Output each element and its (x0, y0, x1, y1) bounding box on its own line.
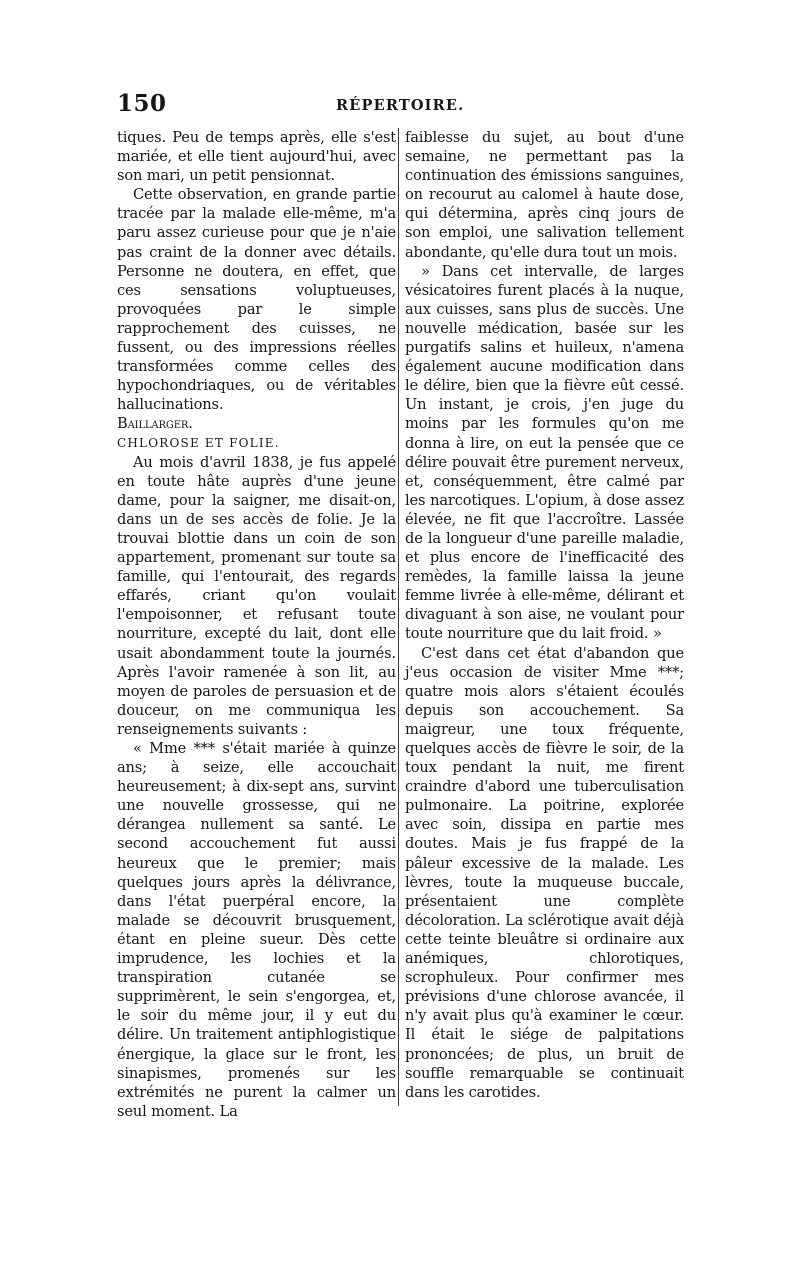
paragraph-continuation-right: faiblesse du sujet, au bout d'une semaine, ne permettant pas la continuation des émissions sanguines, on recourut au calomel à haute dose, qui détermina, après cinq jours de son emploi, une salivation tellement abondante, qu'elle dura tout un mois. (405, 129, 684, 261)
running-head: RÉPERTOIRE. (336, 97, 465, 114)
paragraph-continuation-left: tiques. Peu de temps après, elle s'est mariée, et elle tient aujourd'hui, avec son mari, un petit pensionnat. (117, 129, 396, 185)
page-number: 150 (117, 90, 167, 117)
paragraph-intro: Au mois d'avril 1838, je fus appelé en toute hâte auprès d'une jeune dame, pour la saigner, me disait-on, dans un de ses accès de folie. Je la trouvai blottie dans un coin de son appartement, promenant sur toute sa famille, qui l'entourait, des regards effarés, criant qu'on voulait l'empoisonner, et refusant toute nourriture, excepté du lait, dont elle usait abondamment toute la journés. Après l'avoir ramenée à son lit, au moyen de paroles de persuasion et de douceur, on me communiqua les renseignements suivants : (117, 453, 396, 738)
paragraph-observation: Cette observation, en grande partie tracée par la malade elle-même, m'a paru assez curieuse pour que je n'aie pas craint de la donner avec détails. Personne ne doutera, en effet, que ces sensations voluptueuses, provoquées par le simple rapprochement des cuisses, ne fussent, ou des impressions réelles transformées comme celles des hypochondriaques, ou de véritables hallucinations. (117, 186, 396, 414)
author-signature: Baillarger. (117, 415, 193, 433)
left-column (117, 128, 396, 1121)
paragraph-case-history: « Mme *** s'était mariée à quinze ans; à seize, elle accouchait heureusement; à dix-sept ans, survint une nouvelle grossesse, qui ne dérangea nullement sa santé. Le second accouchement fut aussi heureux que le premier; mais quelques jours après la délivrance, dans l'état puerpéral encore, la malade se découvrit brusquement, étant en pleine sueur. Dès cette imprudence, les lochies et la transpiration cutanée se supprimèrent, le sein s'engorgea, et, le soir du même jour, il y eut du délire. Un traitement antiphlogistique énergique, la glace sur le front, les sinapismes, promenés sur les extrémités ne purent la calmer un seul moment. La (117, 740, 396, 1120)
column-divider (398, 128, 399, 1106)
paragraph-vesicatoires: » Dans cet intervalle, de larges vésicatoires furent placés à la nuque, aux cuisses, sans plus de succès. Une nouvelle médication, basée sur les purgatifs salins et huileux, n'amena également aucune modification dans le délire, bien que la fièvre eût cessé. Un instant, je crois, j'en juge du moins par les formules qu'on me donna à lire, on eut la pensée que ce délire pouvait être purement nerveux, et, conséquemment, être calmé par les narcotiques. L'opium, à dose assez élevée, ne fit que l'accroître. Lassée de la longueur d'une pareille maladie, et plus encore de l'inefficacité des remèdes, la famille laissa la jeune femme livrée à elle-même, délirant et divaguant à son aise, ne voulant pour toute nourriture que du lait froid. » (405, 262, 684, 643)
right-column (405, 128, 684, 1102)
paragraph-abandon: C'est dans cet état d'abandon que j'eus occasion de visiter Mme ***; quatre mois alors s'étaient écoulés depuis son accouchement. Sa maigreur, une toux fréquente, quelques accès de fièvre le soir, de la toux pendant la nuit, me firent craindre d'abord une tuberculisation pulmonaire. La poitrine, explorée avec soin, dissipa en partie mes doutes. Mais je fus frappé de la pâleur excessive de la malade. Les lèvres, toute la muqueuse buccale, présentaient une complète décoloration. La sclérotique avait déjà cette teinte bleuâtre si ordinaire aux anémiques, chlorotiques, scrophuleux. Pour confirmer mes prévisions d'une chlorose avancée, il n'y avait plus qu'à examiner le cœur. Il était le siége de palpitations prononcées; de plus, un bruit de souffle remarquable se continuait dans les carotides. (405, 644, 684, 1101)
section-title: CHLOROSE ET FOLIE. (117, 435, 280, 450)
